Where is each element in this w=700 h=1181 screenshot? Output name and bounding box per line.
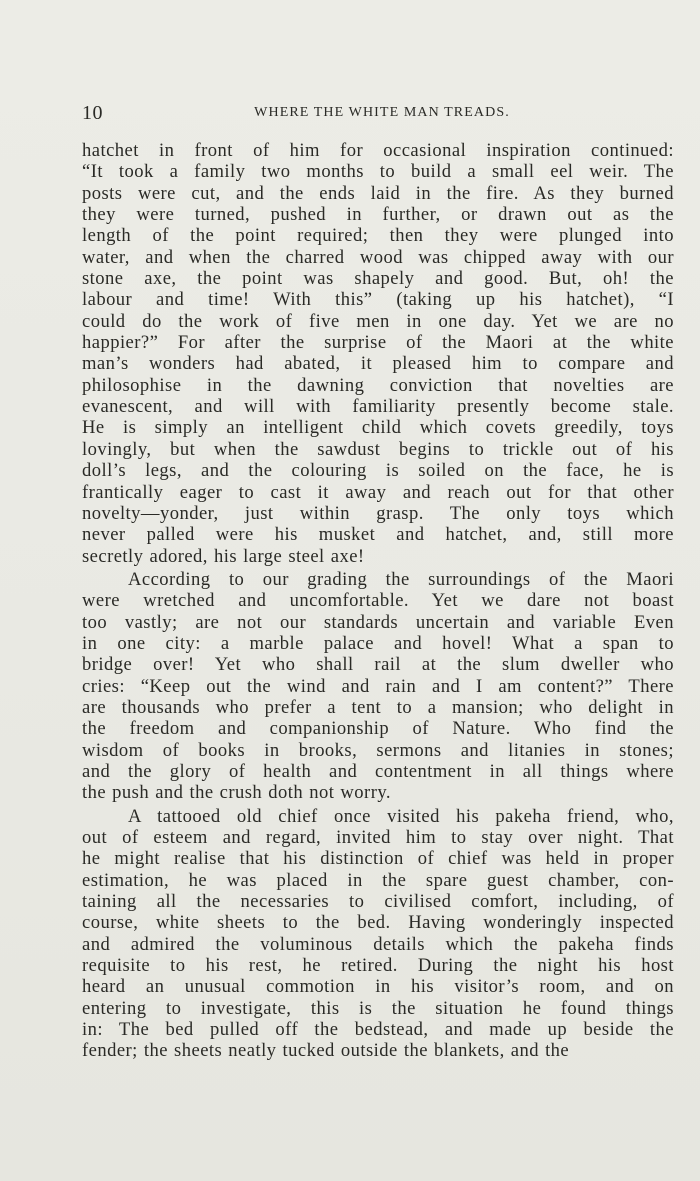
text-line: hatchet in front of him for occasional inspiration continued: <box>82 140 674 161</box>
paragraph <box>82 140 674 567</box>
text-line: water, and when the charred wood was chipped away with our <box>82 246 674 268</box>
paragraph <box>82 806 674 1062</box>
text-line: too vastly; are not our standards uncertain and variable Even <box>82 611 674 633</box>
text-line: are thousands who prefer a tent to a mansion; who delight in <box>82 696 674 718</box>
text-line: requisite to his rest, he retired. During the night his host <box>82 955 674 977</box>
text-line: entering to investigate, this is the situation he found things <box>82 997 674 1019</box>
text-line: wisdom of books in brooks, sermons and litanies in stones; <box>82 739 674 761</box>
text-line: secretly adored, his large steel axe! <box>82 545 365 567</box>
text-line: posts were cut, and the ends laid in the fire. As they burned <box>82 182 674 204</box>
text-line: the freedom and companionship of Nature. Who find the <box>82 718 674 740</box>
text-line: taining all the necessaries to civilised comfort, including, of <box>82 891 674 913</box>
text-line: frantically eager to cast it away and reach out for that other <box>82 481 674 503</box>
text-line: and the glory of health and contentment in all things where <box>82 760 674 782</box>
text-line: “It took a family two months to build a small eel weir. The <box>82 161 674 183</box>
text-line: stone axe, the point was shapely and good. But, oh! the <box>82 268 674 290</box>
text-line: and admired the voluminous details which the pakeha finds <box>82 933 674 955</box>
text-line: philosophise in the dawning conviction that novelties are <box>82 374 674 396</box>
text-line: man’s wonders had abated, it pleased him to compare and <box>82 353 674 375</box>
text-line: fender; the sheets neatly tucked outside the blankets, and the <box>82 1040 570 1062</box>
text-line: course, white sheets to the bed. Having wonderingly inspected <box>82 912 674 934</box>
text-line: he might realise that his distinction of chief was held in proper <box>82 848 674 870</box>
text-line: evanescent, and will with familiarity presently become stale. <box>82 396 674 418</box>
text-line: novelty—yonder, just within grasp. The only toys which <box>82 502 674 524</box>
text-line: A tattooed old chief once visited his pakeha friend, who, <box>128 805 674 827</box>
text-line: labour and time! With this” (taking up his hatchet), “I <box>82 289 674 311</box>
text-line: length of the point required; then they were plunged into <box>82 225 674 247</box>
text-line: bridge over! Yet who shall rail at the slum dweller who <box>82 654 674 676</box>
text-line: the push and the crush doth not worry. <box>82 782 391 804</box>
text-line: He is simply an intelligent child which covets greedily, toys <box>82 417 674 439</box>
body-text <box>82 140 674 1064</box>
running-title: WHERE THE WHITE MAN TREADS. <box>254 105 510 120</box>
page-number: 10 <box>82 102 103 124</box>
text-line: According to our grading the surroundings of the Maori <box>128 568 674 590</box>
text-line: happier?” For after the surprise of the Maori at the white <box>82 332 674 354</box>
text-line: cries: “Keep out the wind and rain and I am content?” There <box>82 675 674 697</box>
text-line: never palled were his musket and hatchet, and, still more <box>82 524 674 546</box>
running-head <box>82 101 674 125</box>
paragraph <box>82 569 674 804</box>
text-line: estimation, he was placed in the spare guest chamber, con- <box>82 869 674 891</box>
text-line: they were turned, pushed in further, or drawn out as the <box>82 204 674 226</box>
text-line: lovingly, but when the sawdust begins to trickle out of his <box>82 438 674 460</box>
text-line: out of esteem and regard, invited him to stay over night. That <box>82 827 674 848</box>
text-line: doll’s legs, and the colouring is soiled on the face, he is <box>82 460 674 482</box>
text-line: could do the work of five men in one day. Yet we are no <box>82 310 674 332</box>
text-line: in: The bed pulled off the bedstead, and made up beside the <box>82 1019 674 1041</box>
text-line: heard an unusual commotion in his visitor’s room, and on <box>82 976 674 998</box>
text-line: were wretched and uncomfortable. Yet we dare not boast <box>82 590 674 612</box>
text-line: in one city: a marble palace and hovel! What a span to <box>82 632 674 654</box>
